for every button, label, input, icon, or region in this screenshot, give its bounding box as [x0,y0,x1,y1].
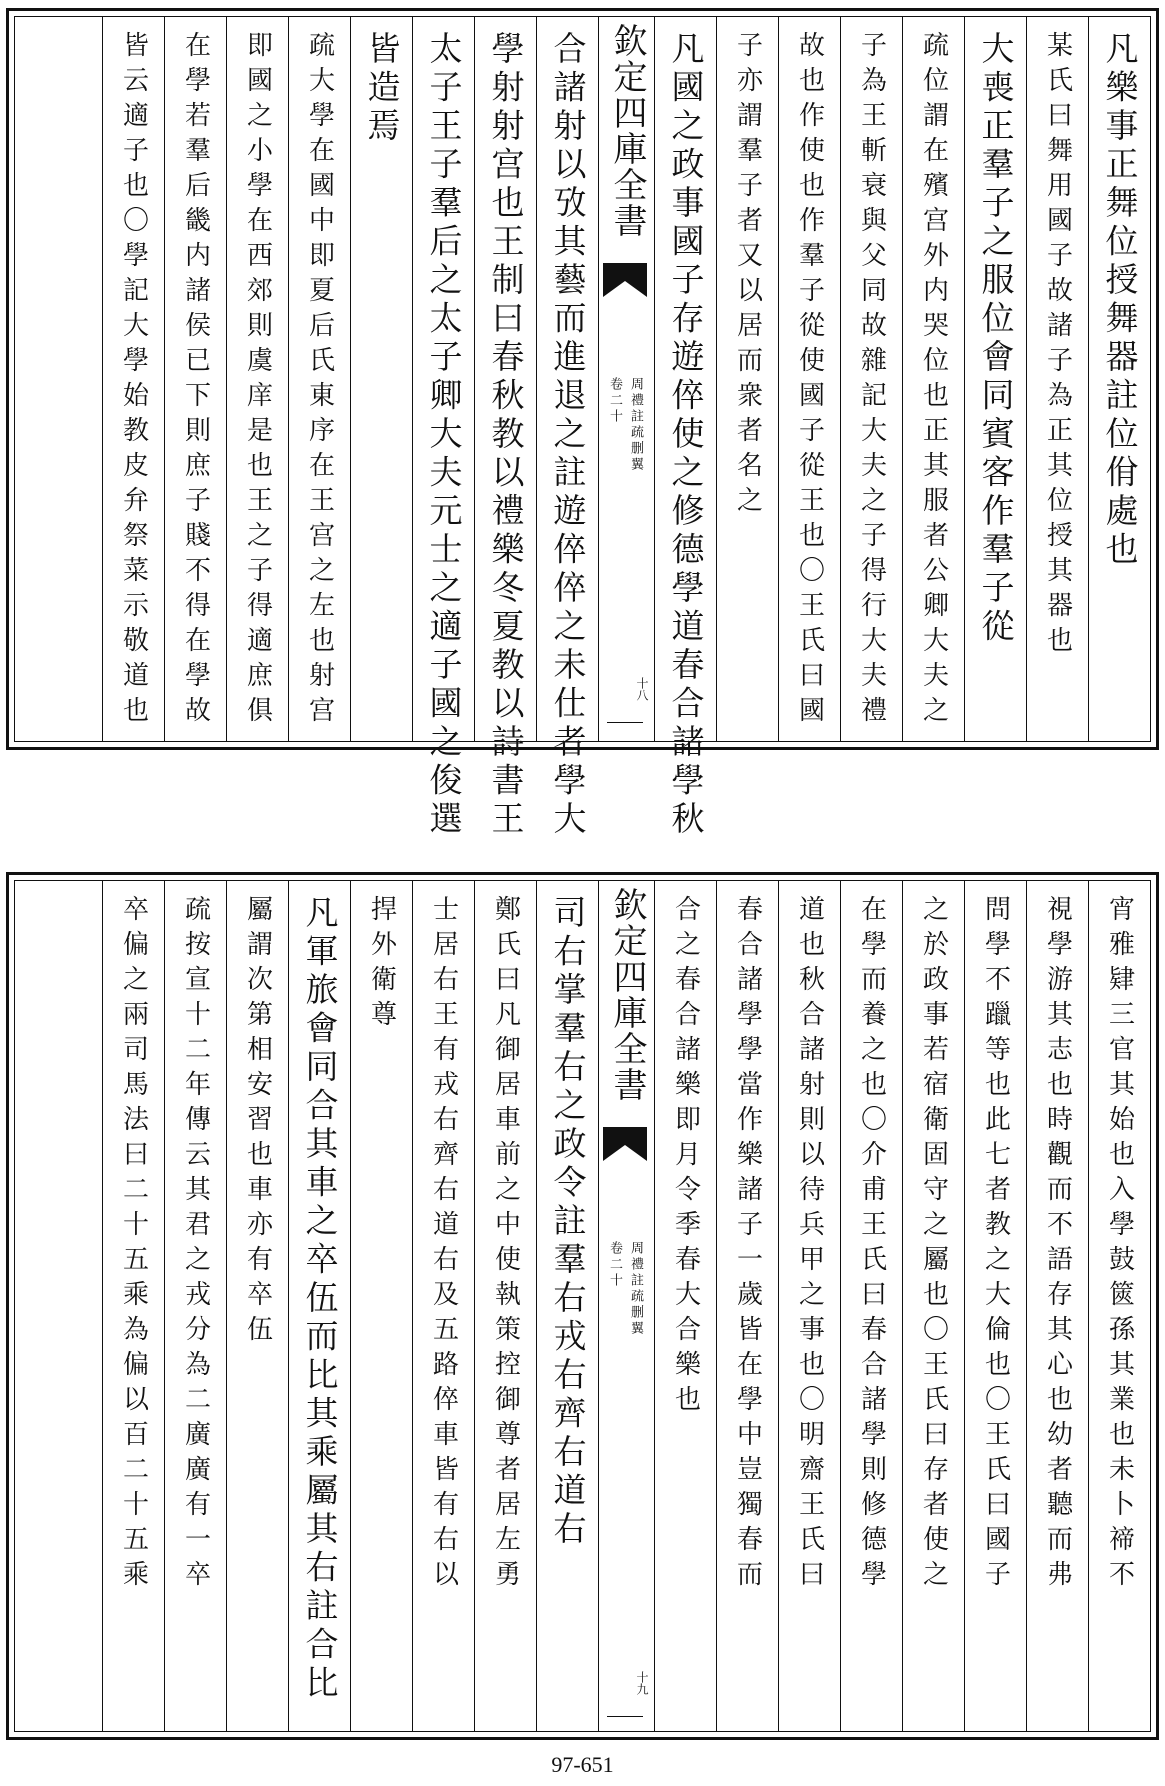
column-text: 合之春合諸樂即月令季春大合樂也 [670,895,701,1420]
column-text: 子為王斬衰與父同故雜記大夫之子得行大夫禮 [856,31,887,731]
text-column [902,881,964,1731]
text-column [102,17,164,741]
text-column [474,881,536,1731]
column-text: 學射射宫也王制曰春秋教以禮樂冬夏教以詩書王 [486,31,526,840]
source-title: 周禮註疏删翼 [628,1241,643,1337]
book-title: 欽定四庫全書 [607,23,647,239]
column-text: 屬謂次第相安習也車亦有卒伍 [242,895,273,1350]
divider-line [607,722,643,723]
text-column [226,881,288,1731]
column-text: 道也秋合諸射則以待兵甲之事也〇明齋王氏曰 [794,895,825,1595]
column-text: 皆云適子也〇學記大學始教皮弁祭菜示敬道也 [118,31,149,731]
top-page-frame [14,16,1151,840]
column-text: 大喪正羣子之服位會同賓客作羣子從 [976,31,1016,647]
column-text: 在學而養之也〇介甫王氏曰春合諸學則修德學 [856,895,887,1595]
running-header [599,1241,651,1337]
text-column [840,881,902,1731]
source-title: 周禮註疏删翼 [628,377,643,473]
volume-label: 卷二十 [607,1241,622,1289]
column-text: 春合諸學學當作樂諸子一歲皆在學中豈獨春而 [732,895,763,1595]
page-footer-number: 97-651 [551,1752,614,1777]
volume-label: 卷二十 [607,377,622,425]
text-column [902,17,964,741]
running-header [599,377,651,473]
column-text: 皆造焉 [362,31,402,147]
text-column [654,881,716,1731]
bottom-page [6,872,1159,1740]
column-text: 子亦謂羣子者又以居而衆者名之 [732,31,763,521]
text-column [288,17,350,741]
text-column [964,881,1026,1731]
text-column [350,881,412,1731]
text-column [840,17,902,741]
fish-tail-mark-icon [603,1127,647,1161]
text-column [412,17,474,840]
column-text: 司右掌羣右之政令註羣右戎右齊右道右 [548,895,588,1550]
text-column [1026,17,1088,741]
text-column [412,881,474,1731]
text-column [1088,17,1150,741]
text-column [1088,881,1150,1731]
column-text: 疏大學在國中即夏后氏東序在王宫之左也射宫 [304,31,335,731]
text-column [164,881,226,1731]
text-column [654,17,716,840]
text-column [716,17,778,741]
center-fold [598,881,654,1731]
column-text: 問學不躐等也此七者教之大倫也〇王氏曰國子 [980,895,1011,1595]
folio-number: 十九 [635,1671,649,1695]
text-column [778,17,840,741]
text-column [716,881,778,1731]
column-text: 凡國之政事國子存遊倅使之修德學道春合諸學秋 [666,31,706,840]
column-text: 即國之小學在西郊則虞庠是也王之子得適庶俱 [242,31,273,731]
center-fold [598,17,654,741]
column-text: 凡軍旅會同合其車之卒伍而比其乘屬其右註合比 [300,895,340,1704]
text-column [164,17,226,741]
top-page [6,8,1159,840]
text-column [536,17,598,840]
column-text: 捍外衛尊 [366,895,397,1035]
text-column [102,881,164,1731]
text-column [964,17,1026,741]
folio-number: 十八 [635,677,649,701]
text-column [288,881,350,1731]
text-column [536,881,598,1731]
text-column [1026,881,1088,1731]
book-title: 欽定四庫全書 [607,887,647,1103]
column-text: 故也作使也作羣子從使國子從王也〇王氏曰國 [794,31,825,731]
fish-tail-mark-icon [603,263,647,297]
text-column [778,881,840,1731]
divider-line [607,1716,643,1717]
column-text: 士居右王有戎右齊右道右及五路倅車皆有右以 [428,895,459,1595]
column-text: 在學若羣后畿内諸侯已下則庶子賤不得在學故 [180,31,211,731]
column-text: 宵雅肄三官其始也入學鼓篋孫其業也未卜禘不 [1104,895,1135,1595]
column-text: 疏位謂在殯宫外内哭位也正其服者公卿大夫之 [918,31,949,731]
text-column [474,17,536,840]
column-text: 太子王子羣后之太子卿大夫元士之適子國之俊選 [424,31,464,840]
column-text: 鄭氏曰凡御居車前之中使執策控御尊者居左勇 [490,895,521,1595]
column-text: 合諸射以攷其藝而進退之註遊倅倅之未仕者學大 [548,31,588,840]
text-column [350,17,412,741]
column-text: 凡樂事正舞位授舞器註位佾處也 [1100,31,1140,570]
column-text: 疏按宣十二年傳云其君之戎分為二廣廣有一卒 [180,895,211,1595]
column-text: 之於政事若宿衛固守之屬也〇王氏曰存者使之 [918,895,949,1595]
column-text: 卒偏之兩司馬法曰二十五乘為偏以百二十五乘 [118,895,149,1595]
text-column [226,17,288,741]
column-text: 某氏曰舞用國子故諸子為正其位授其器也 [1042,31,1073,661]
bottom-page-frame [14,880,1151,1732]
column-text: 視學游其志也時觀而不語存其心也幼者聽而弗 [1042,895,1073,1595]
